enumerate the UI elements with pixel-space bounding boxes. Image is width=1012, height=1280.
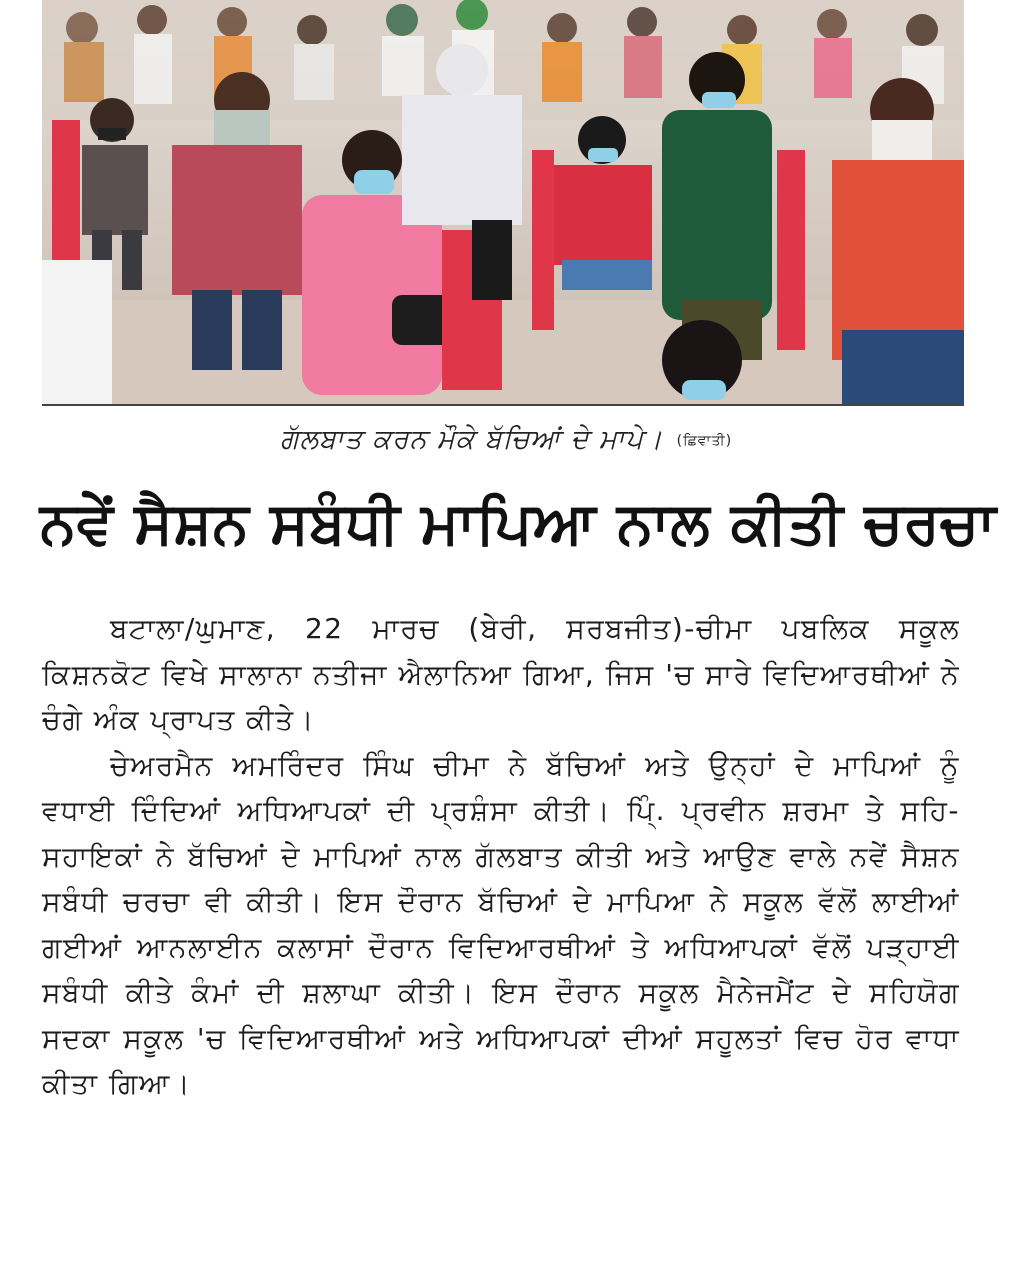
article-body (42, 606, 960, 1107)
seated-audience-illustration (42, 0, 964, 404)
caption-text: ਗੱਲਬਾਤ ਕਰਨ ਮੌਕੇ ਬੱਚਿਆਂ ਦੇ ਮਾਪੇ। (279, 424, 664, 455)
photo-caption (0, 424, 1012, 456)
article-headline: ਨਵੇਂ ਸੈਸ਼ਨ ਸਬੰਧੀ ਮਾਪਿਆ ਨਾਲ ਕੀਤੀ ਚਰਚਾ (40, 489, 997, 557)
paragraph-2: ਚੇਅਰਮੈਨ ਅਮਰਿੰਦਰ ਸਿੰਘ ਚੀਮਾ ਨੇ ਬੱਚਿਆਂ ਅਤੇ ਉਨ੍ਹਾਂ ਦੇ ਮਾਪਿਆਂ ਨੂੰ ਵਧਾਈ ਦਿੰਦਿਆਂ ਅਧਿਆਪਕਾਂ ਦੀ ਪ੍ਰਸ਼ੰਸਾ ਕੀਤੀ। ਪਿ੍ੰ. ਪ੍ਰਵੀਨ ਸ਼ਰਮਾ ਤੇ ਸਹਿ-ਸਹਾਇਕਾਂ ਨੇ ਬੱਚਿਆਂ ਦੇ ਮਾਪਿਆਂ ਨਾਲ ਗੱਲਬਾਤ ਕੀਤੀ ਅਤੇ ਆਉਣ ਵਾਲੇ ਨਵੇਂ ਸੈਸ਼ਨ ਸਬੰਧੀ ਚਰਚਾ ਵੀ ਕੀਤੀ। ਇਸ ਦੌਰਾਨ ਬੱਚਿਆਂ ਦੇ ਮਾਪਿਆ ਨੇ ਸਕੂਲ ਵੱਲੋਂ ਲਾਈਆਂ ਗਈਆਂ ਆਨਲਾਈਨ ਕਲਾਸਾਂ ਦੌਰਾਨ ਵਿਦਿਆਰਥੀਆਂ ਤੇ ਅਧਿਆਪਕਾਂ ਵੱਲੋਂ ਪੜ੍ਹਾਈ ਸਬੰਧੀ ਕੀਤੇ ਕੰਮਾਂ ਦੀ ਸ਼ਲਾਘਾ ਕੀਤੀ। ਇਸ ਦੌਰਾਨ ਸਕੂਲ ਮੈਨੇਜਮੈਂਟ ਦੇ ਸਹਿਯੋਗ ਸਦਕਾ ਸਕੂਲ 'ਚ ਵਿਦਿਆਰਥੀਆਂ ਅਤੇ ਅਧਿਆਪਕਾਂ ਦੀਆਂ ਸਹੂਲਤਾਂ ਵਿਚ ਹੋਰ ਵਾਧਾ ਕੀਤਾ ਗਿਆ। (42, 748, 960, 1100)
photo-credit: (ਛਿਵਾਤੀ) (676, 432, 733, 449)
news-photo (42, 0, 964, 406)
paragraph-1: ਬਟਾਲਾ/ਘੁਮਾਣ, 22 ਮਾਰਚ (ਬੇਰੀ, ਸਰਬਜੀਤ)-ਚੀਮਾ ਪਬਲਿਕ ਸਕੂਲ ਕਿਸ਼ਨਕੋਟ ਵਿਖੇ ਸਾਲਾਨਾ ਨਤੀਜਾ ਐਲਾਨਿਆ ਗਿਆ, ਜਿਸ 'ਚ ਸਾਰੇ ਵਿਦਿਆਰਥੀਆਂ ਨੇ ਚੰਗੇ ਅੰਕ ਪ੍ਰਾਪਤ ਕੀਤੇ। (42, 612, 960, 736)
